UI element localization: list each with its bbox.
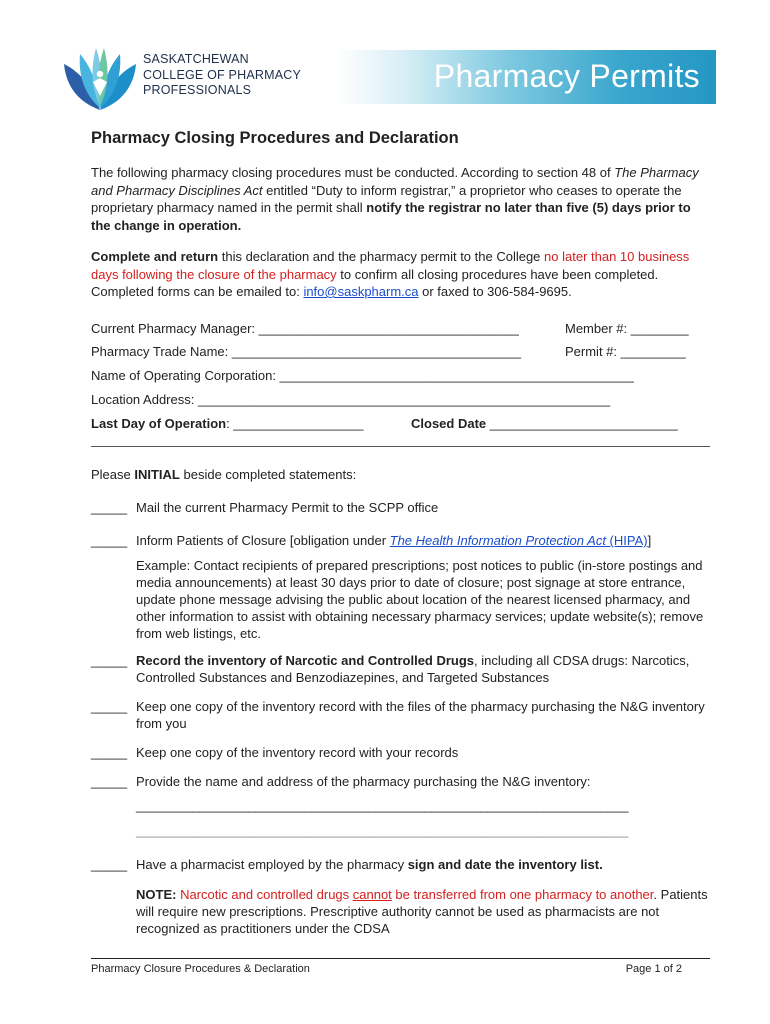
initial-blank-5[interactable]: _____ [91, 745, 128, 760]
org-name [143, 52, 301, 99]
purchaser-line-2[interactable]: ______________________________________________________________________ [136, 823, 629, 838]
closed-date-line: __________________________ [486, 416, 678, 431]
intro-text-3: entitled “Duty to inform registrar,” a proprietor who ceases to operate the proprietary pharmacy named in the permit shall [91, 182, 682, 215]
note-text: Patients will require new prescriptions. Prescriptive authority cannot be used as pharmacists are not recognized as practitioners under the CDSA [136, 887, 708, 936]
item3-text: , including all CDSA drugs: Narcotics, Controlled Substances and Benzodiazepines, and Targeted Substances [136, 653, 690, 685]
item-keep-copy-records: Keep one copy of the inventory record with your records [136, 745, 459, 760]
header-banner [338, 50, 716, 104]
footer-divider [91, 958, 710, 959]
last-day-label: Last Day of Operation [91, 416, 227, 431]
initial-bold: INITIAL [134, 467, 180, 482]
intro-paragraph [91, 164, 711, 234]
footer-title: Pharmacy Closure Procedures & Declaration [91, 963, 310, 975]
hipa-link-title: The Health Information Protection Act [389, 533, 606, 548]
item-provide-purchaser: Provide the name and address of the pharmacy purchasing the N&G inventory: [136, 774, 591, 789]
org-name-line1: SASKATCHEWAN [143, 52, 249, 66]
initial-blank-6[interactable]: _____ [91, 774, 128, 789]
initial-instruction [91, 466, 356, 483]
note-dot: . [653, 887, 658, 902]
note-cannot: cannot [352, 887, 392, 902]
initial-blank-1[interactable]: _____ [91, 500, 128, 515]
purchaser-line-1[interactable]: ______________________________________________________________________ [136, 798, 629, 813]
initial-blank-7[interactable]: _____ [91, 857, 128, 872]
location-address-field[interactable]: Location Address: _________________________________________________________ [91, 392, 611, 407]
banner-title: Pharmacy Permits [433, 58, 700, 94]
item-mail-permit: Mail the current Pharmacy Permit to the SCPP office [136, 500, 439, 515]
trade-name-field[interactable]: Pharmacy Trade Name: ________________________________________ [91, 344, 522, 359]
intro-act-title: The Pharmacy and Pharmacy Disciplines Act [91, 165, 699, 198]
item3-bold: Record the inventory of Narcotic and Controlled Drugs [136, 653, 475, 668]
instructions-bold: Complete and return [91, 249, 219, 264]
intro-text-1: The following pharmacy closing procedures must be conducted. According to section 48 of [91, 165, 615, 180]
instructions-deadline: no later than 10 business days following the closure of the pharmacy [91, 249, 690, 282]
last-day-field[interactable] [91, 416, 363, 431]
corporation-field[interactable]: Name of Operating Corporation: _________________________________________________ [91, 368, 634, 383]
manager-field[interactable]: Current Pharmacy Manager: ____________________________________ [91, 321, 519, 336]
item2-text-1: Inform Patients of Closure [obligation under [136, 533, 390, 548]
page-number: Page 1 of 2 [625, 963, 682, 975]
initial-text-1: Please [91, 467, 135, 482]
section-divider [91, 446, 710, 447]
instructions-text-3: or faxed to 306-584-9695. [418, 284, 572, 299]
hipa-link[interactable] [390, 533, 648, 548]
closed-date-field[interactable] [411, 416, 678, 431]
initial-blank-2[interactable]: _____ [91, 533, 128, 548]
note-paragraph [136, 886, 712, 937]
item-inform-patients [136, 532, 711, 549]
permit-number-field[interactable]: Permit #: _________ [565, 344, 686, 359]
item-record-inventory [136, 652, 711, 686]
initial-text-2: beside completed statements: [179, 467, 357, 482]
note-red-2: be transferred from one pharmacy to another [391, 887, 654, 902]
instructions-text-2: to confirm all closing procedures have been completed. Completed forms can be emailed to: [91, 266, 659, 299]
page-title: Pharmacy Closing Procedures and Declaration [91, 129, 459, 147]
org-name-line3: PROFESSIONALS [143, 83, 252, 97]
hipa-link-abbr: (HIPA) [605, 533, 648, 548]
intro-notify-deadline: notify the registrar no later than five (5) days prior to the change in operation. [91, 200, 691, 233]
instructions-paragraph [91, 248, 711, 301]
item-sign-inventory [136, 856, 711, 873]
last-day-line: : __________________ [226, 416, 364, 431]
note-red-1: Narcotic and controlled drugs [176, 887, 353, 902]
initial-blank-4[interactable]: _____ [91, 699, 128, 714]
item2-text-2: ] [647, 533, 652, 548]
initial-blank-3[interactable]: _____ [91, 653, 128, 668]
item-inform-example: Example: Contact recipients of prepared prescriptions; post notices to public (in-store postings and media announcements) at least 30 days prior to date of closure; post signage at store entrance, update phone message advising the public about location of the nearest licensed pharmacy, and other information to assist with obtaining necessary pharmacy services; update website(s); remove from web listings, etc. [136, 558, 704, 641]
item-keep-copy-purchaser: Keep one copy of the inventory record with the files of the pharmacy purchasing the N&G inventory from you [136, 699, 705, 731]
item7-bold: sign and date the inventory list. [407, 857, 603, 872]
note-label: NOTE: [136, 887, 177, 902]
instructions-text-1: this declaration and the pharmacy permit to the College [218, 249, 545, 264]
scpp-logo-icon [60, 44, 140, 112]
member-number-field[interactable]: Member #: ________ [565, 321, 689, 336]
item7-text: Have a pharmacist employed by the pharmacy [136, 857, 408, 872]
email-link[interactable]: info@saskpharm.ca [303, 284, 419, 299]
closed-date-label: Closed Date [411, 416, 487, 431]
org-name-line2: COLLEGE OF PHARMACY [143, 67, 301, 82]
